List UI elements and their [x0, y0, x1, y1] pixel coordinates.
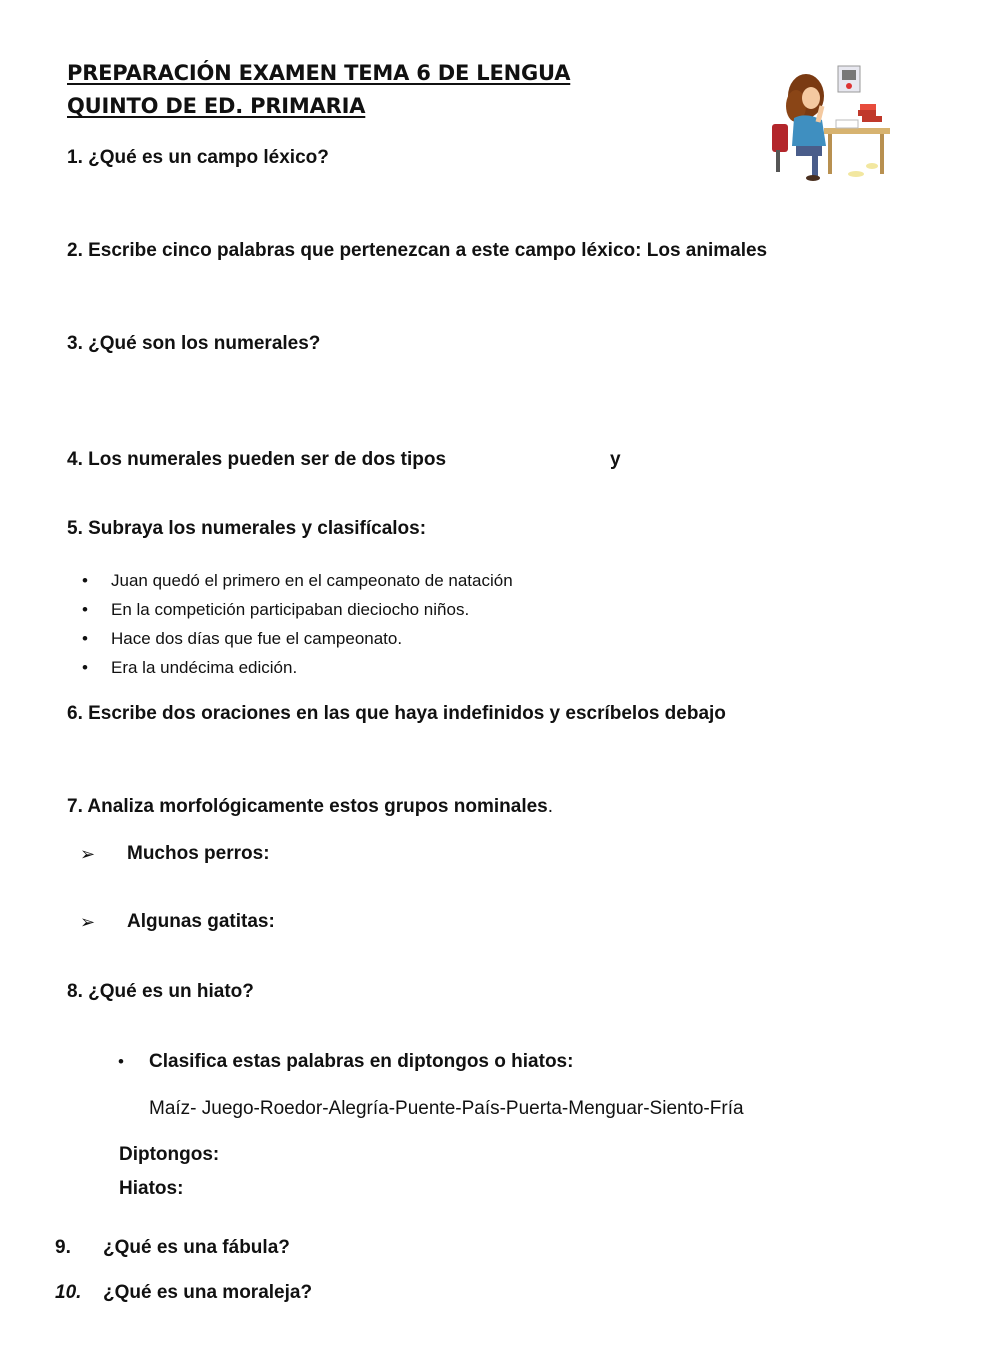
bullet-icon: •	[82, 571, 88, 590]
question-7-text: 7. Analiza morfológicamente estos grupos nominales	[67, 796, 548, 817]
question-7-item-1: Muchos perros:	[127, 843, 270, 864]
bullet-icon: •	[82, 658, 88, 677]
list-item-text: Hace dos días que fue el campeonato.	[111, 629, 403, 648]
question-9-number: 9.	[55, 1237, 71, 1258]
arrow-bullet-icon: ➢	[80, 844, 96, 864]
girl-studying-illustration-icon	[766, 62, 892, 184]
page-title-line1: PREPARACIÓN EXAMEN TEMA 6 DE LENGUA	[67, 61, 571, 85]
list-item-text: Era la undécima edición.	[111, 658, 298, 677]
question-4: 4. Los numerales pueden ser de dos tipos	[67, 449, 447, 470]
diptongos-label: Diptongos:	[119, 1144, 220, 1165]
question-7-period: .	[547, 796, 554, 817]
question-6: 6. Escribe dos oraciones en las que haya indefinidos y escríbelos debajo	[67, 703, 726, 724]
bullet-icon: •	[118, 1052, 124, 1071]
hiatos-label: Hiatos:	[119, 1178, 184, 1199]
question-8-instruction: Clasifica estas palabras en diptongos o hiatos:	[149, 1051, 574, 1072]
arrow-bullet-icon: ➢	[80, 912, 96, 932]
question-1: 1. ¿Qué es un campo léxico?	[67, 147, 329, 168]
list-item-text: En la competición participaban dieciocho niños.	[111, 600, 470, 619]
bullet-icon: •	[82, 600, 88, 619]
question-5: 5. Subraya los numerales y clasifícalos:	[67, 518, 427, 539]
question-8-word-list: Maíz- Juego-Roedor-Alegría-Puente-País-Puerta-Menguar-Siento-Fría	[149, 1098, 744, 1119]
question-10: ¿Qué es una moraleja?	[103, 1282, 313, 1303]
page-title-line2: QUINTO DE ED. PRIMARIA	[67, 94, 366, 118]
question-10-number: 10.	[55, 1282, 82, 1303]
question-8: 8. ¿Qué es un hiato?	[67, 981, 254, 1002]
list-item-text: Juan quedó el primero en el campeonato de natación	[111, 571, 513, 590]
question-2: 2. Escribe cinco palabras que pertenezcan a este campo léxico: Los animales	[67, 240, 768, 261]
question-4-conjunction: y	[610, 449, 621, 470]
question-7	[67, 796, 553, 818]
question-9: ¿Qué es una fábula?	[103, 1237, 290, 1258]
bullet-icon: •	[82, 629, 88, 648]
question-3: 3. ¿Qué son los numerales?	[67, 333, 321, 354]
question-7-item-2: Algunas gatitas:	[127, 911, 275, 932]
